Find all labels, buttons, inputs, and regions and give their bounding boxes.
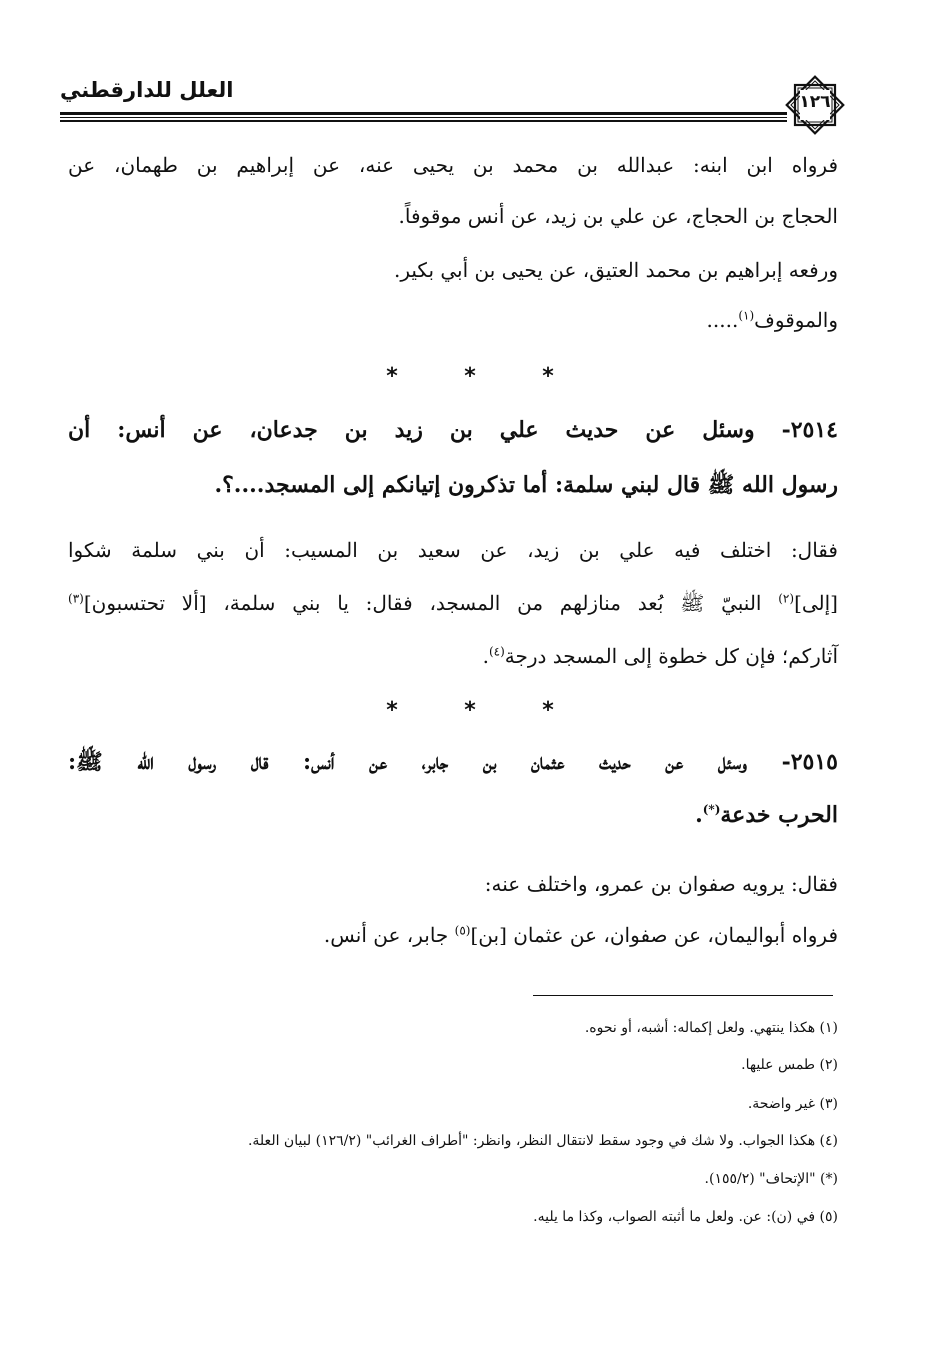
footnote: (٤) هكذا الجواب. ولا شك في وجود سقط لانتقال النظر، وانظر: "أطراف الغرائب" (١٢٦/٢) لبيان العلة. xyxy=(247,1133,838,1149)
answer-line: آثاركم؛ فإن كل خطوة إلى المسجد درجة$^{(٤)}$. xyxy=(482,644,838,668)
header-rule xyxy=(60,120,787,122)
body-line: الحجاج بن الحجاج، عن علي بن زيد، عن أنس موقوفاً. xyxy=(398,204,838,228)
answer-line: فقال: اختلف فيه علي بن زيد، عن سعيد بن المسيب: أن بني سلمة شكوا xyxy=(68,538,838,562)
question-heading-2515: ٢٥١٥- وسئل عن حديث عثمان بن جابر، عن أنس: قال رسول الله ﷺ: xyxy=(68,749,838,775)
question-heading-2514: رسول الله ﷺ قال لبني سلمة: أما تذكرون إتيانكم إلى المسجد....؟. xyxy=(214,472,838,498)
footnote-ref: (٤) xyxy=(488,644,505,659)
section-separator: * * * xyxy=(386,364,554,389)
footnote-ref: (١) xyxy=(738,308,755,323)
footnote: (١) هكذا ينتهي. ولعل إكماله: أشبه، أو نحوه. xyxy=(584,1020,838,1036)
footnote: (*) "الإتحاف" (١٥٥/٢). xyxy=(704,1171,838,1187)
section-separator: * * * xyxy=(386,698,554,723)
footnote: (٥) في (ن): عن. ولعل ما أثبته الصواب، وكذا ما يليه. xyxy=(533,1209,838,1225)
question-heading-2514: ٢٥١٤- وسئل عن حديث علي بن زيد بن جدعان، عن أنس: أن xyxy=(68,417,838,443)
answer-line: فقال: يرويه صفوان بن عمرو، واختلف عنه: xyxy=(484,872,838,896)
running-title: العلل للدارقطني xyxy=(60,78,234,102)
answer-line: [إلى]$^{(٢)}$ النبيّ ﷺ بُعد منازلهم من المسجد، فقال: يا بني سلمة، [ألا تحتسبون]$^{(٣)}$ xyxy=(68,591,838,615)
footnote-ref: (٣) xyxy=(68,591,84,606)
page-number: ١٢٦ xyxy=(799,92,831,112)
footnote-ref: (٢) xyxy=(778,591,795,606)
page-number-badge xyxy=(784,74,846,136)
answer-line: فرواه أبواليمان، عن صفوان، عن عثمان [بن]$^{(٥)}$ جابر، عن أنس. xyxy=(323,923,838,947)
footnote-separator xyxy=(533,995,833,996)
body-line: والموقوف$^{(١)}$..... xyxy=(706,308,838,332)
body-line: ورفعه إبراهيم بن محمد العتيق، عن يحيى بن أبي بكير. xyxy=(393,258,838,282)
question-heading-2515: الحرب خدعة(*). xyxy=(695,802,838,828)
header-rule xyxy=(60,112,787,115)
footnote: (٢) طمس عليها. xyxy=(741,1057,838,1073)
footnote: (٣) غير واضحة. xyxy=(747,1096,838,1112)
footnote-ref: (٥) xyxy=(454,923,471,938)
body-line: فرواه ابن ابنه: عبدالله بن محمد بن يحيى عنه، عن إبراهيم بن طهمان، عن xyxy=(68,153,838,177)
header-rule xyxy=(60,117,787,118)
footnote-ref: (*) xyxy=(702,802,721,817)
